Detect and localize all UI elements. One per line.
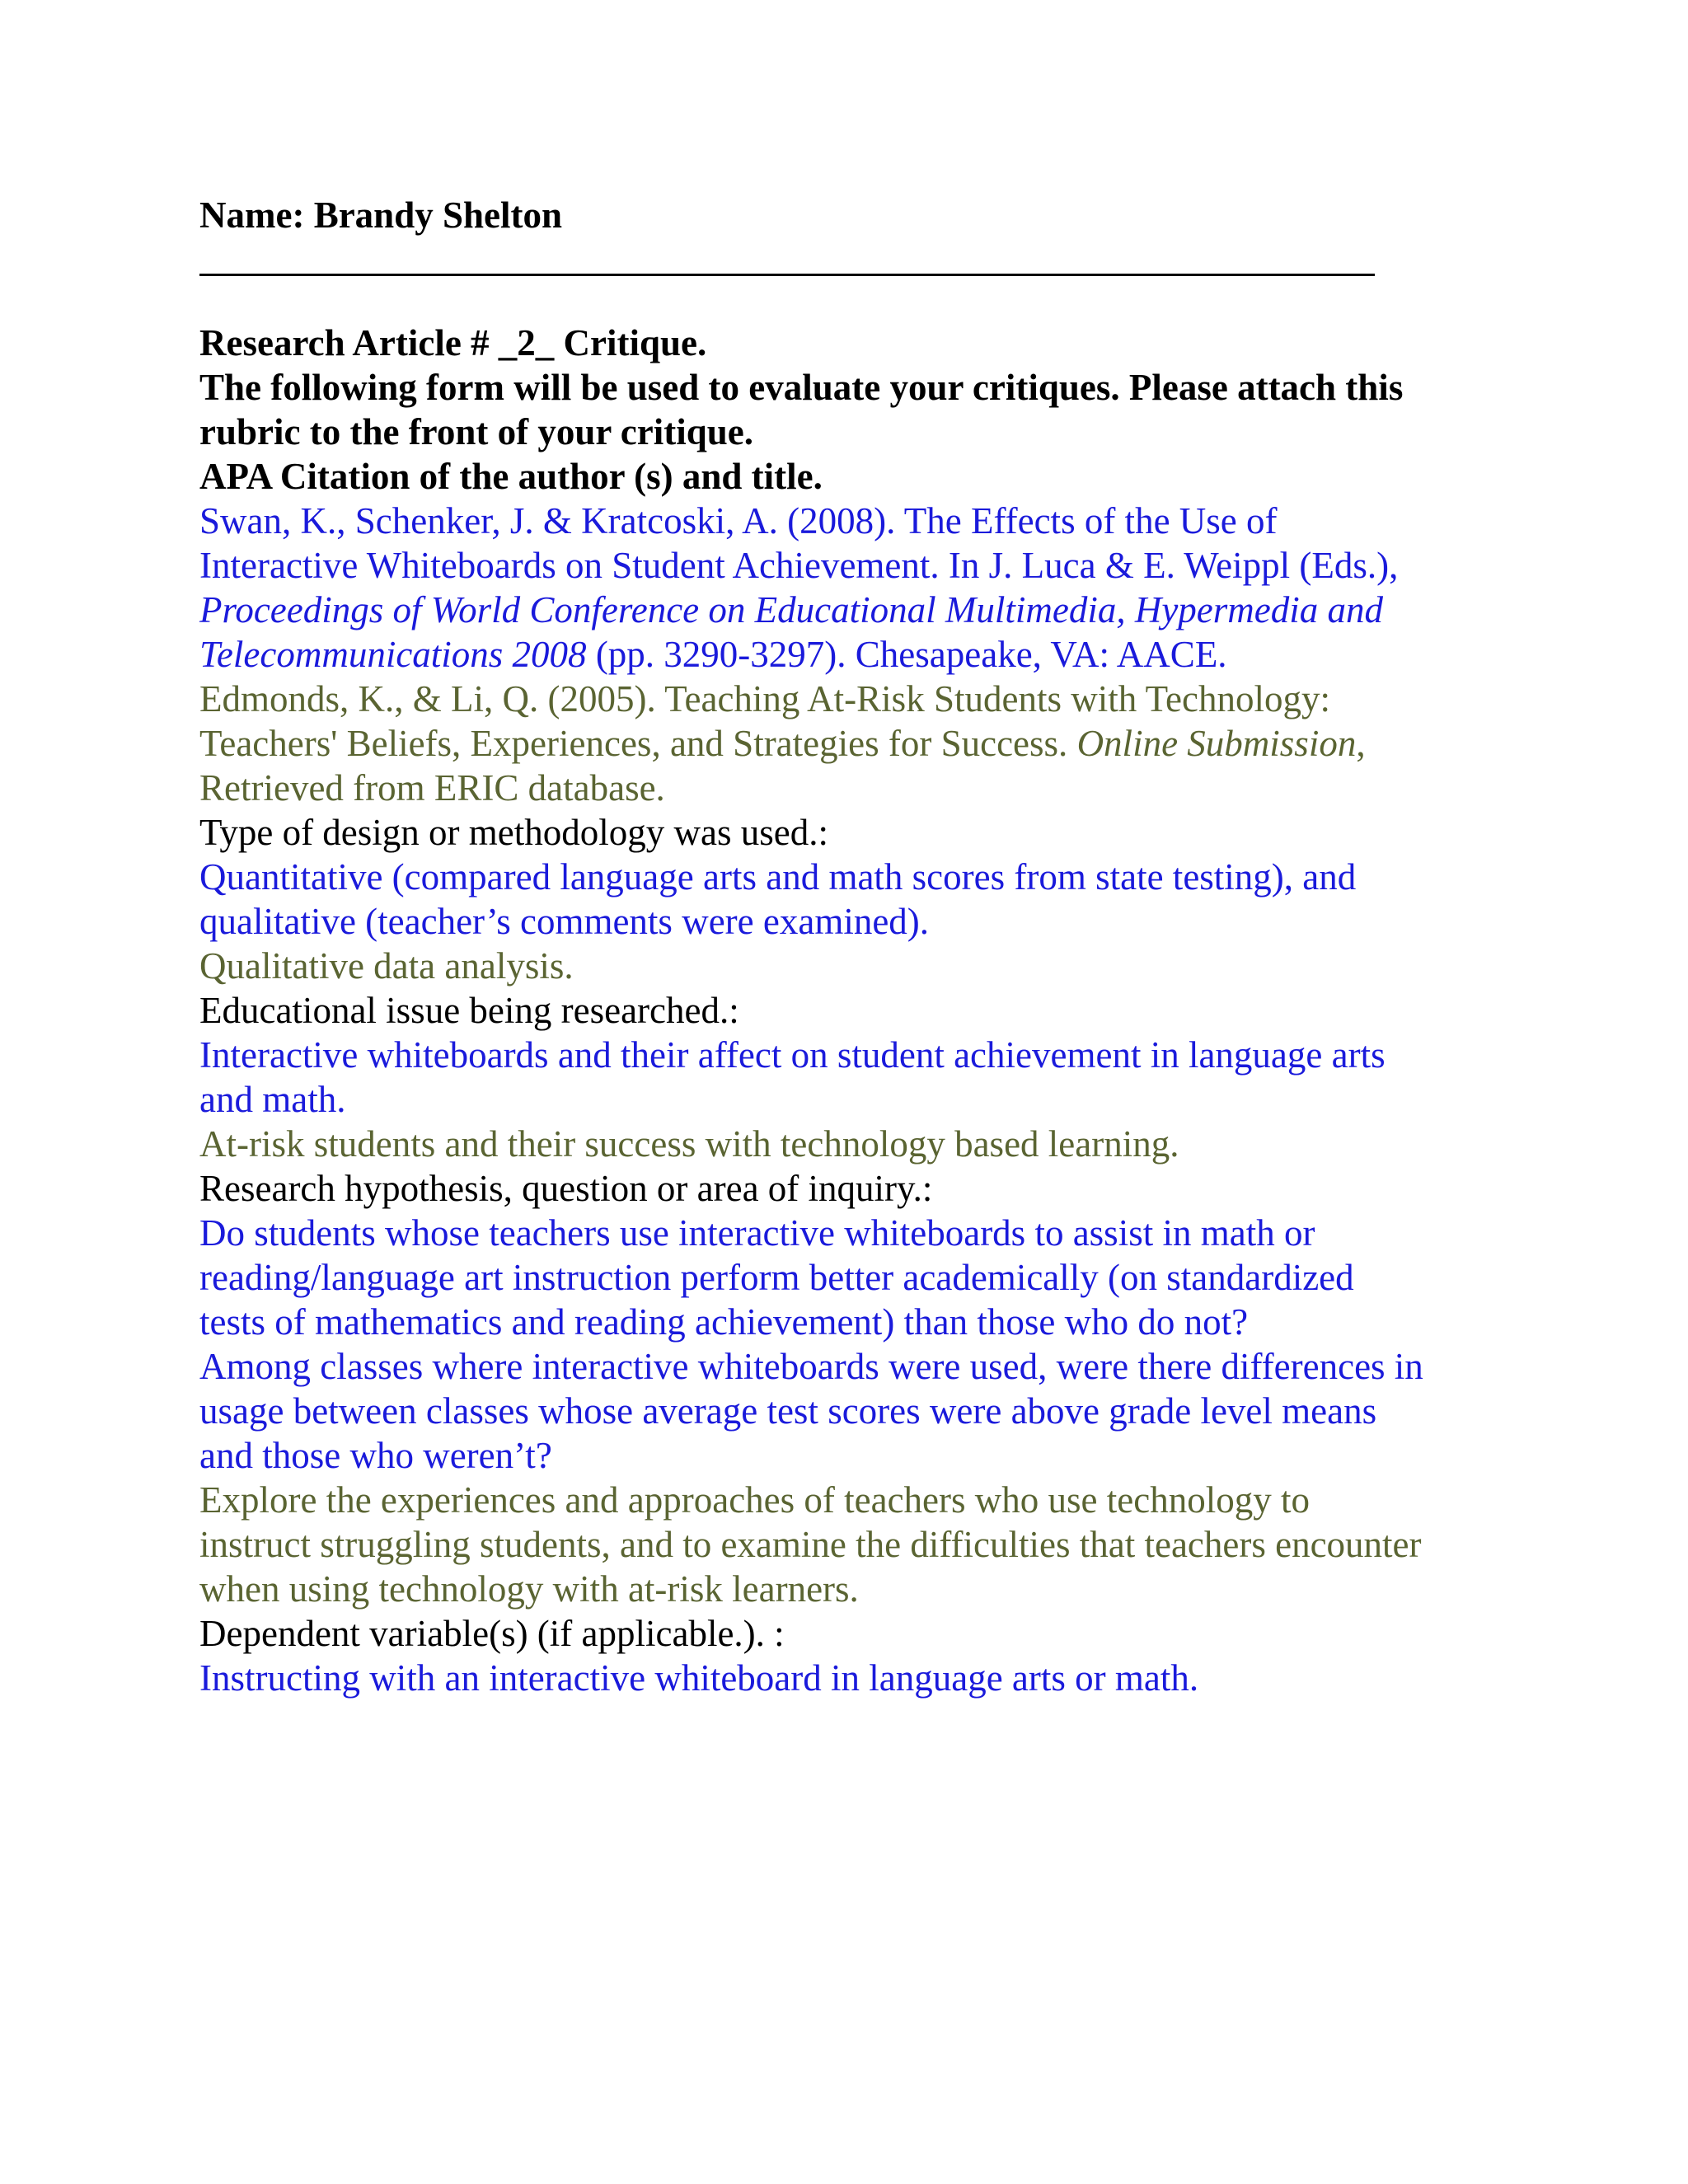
instructions-block — [199, 365, 1502, 454]
dependent-blue-line-1: Instructing with an interactive whiteboard in language arts or math. — [199, 1657, 1199, 1699]
hypothesis-blue-line-3: tests of mathematics and reading achievement) than those who do not? — [199, 1301, 1249, 1343]
hypothesis-section — [199, 1166, 1502, 1611]
name-underline-divider — [199, 274, 1375, 276]
issue-blue-line-2: and math. — [199, 1079, 346, 1120]
design-heading: Type of design or methodology was used.: — [199, 812, 828, 853]
article-title: Research Article # _2_ Critique. — [199, 322, 707, 363]
citation-ref1-pages-publisher: (pp. 3290-3297). Chesapeake, VA: AACE. — [586, 634, 1227, 675]
student-name: Name: Brandy Shelton — [199, 194, 563, 236]
citation-ref1-line-3 — [199, 588, 1502, 632]
hypothesis-blue-line-1: Do students whose teachers use interactive whiteboards to assist in math or — [199, 1212, 1315, 1254]
citation-ref2-title-part: Teachers' Beliefs, Experiences, and Strategies for Success. — [199, 723, 1077, 764]
instructions-line-1: The following form will be used to evaluate your critiques. Please attach this — [199, 367, 1404, 408]
citation-ref2-line-3: Retrieved from ERIC database. — [199, 767, 665, 808]
citation-ref1-line-2: Interactive Whiteboards on Student Achievement. In J. Luca & E. Weippl (Eds.), — [199, 545, 1399, 586]
hypothesis-green-line-2: instruct struggling students, and to examine the difficulties that teachers encounter — [199, 1524, 1422, 1565]
citation-ref1-proceedings-title-end: Telecommunications 2008 — [199, 634, 587, 675]
hypothesis-blue-line-6: and those who weren’t? — [199, 1435, 552, 1476]
hypothesis-green-line-1: Explore the experiences and approaches of teachers who use technology to — [199, 1479, 1310, 1521]
issue-blue-line-1: Interactive whiteboards and their affect on student achievement in language arts — [199, 1034, 1386, 1076]
dependent-heading: Dependent variable(s) (if applicable.). : — [199, 1613, 785, 1654]
design-section — [199, 810, 1502, 988]
citation-ref2-comma: , — [1356, 723, 1366, 764]
document-page — [199, 193, 1502, 1700]
citation-ref2-source: Online Submission — [1076, 723, 1357, 764]
design-green-line-1: Qualitative data analysis. — [199, 945, 574, 987]
instructions-line-2: rubric to the front of your critique. — [199, 411, 753, 452]
design-blue-line-1: Quantitative (compared language arts and math scores from state testing), and — [199, 856, 1357, 898]
citation-ref2-line-1: Edmonds, K., & Li, Q. (2005). Teaching At-Risk Students with Technology: — [199, 678, 1330, 719]
dependent-section — [199, 1611, 1502, 1700]
citation-section — [199, 454, 1502, 810]
hypothesis-green-line-3: when using technology with at-risk learners. — [199, 1568, 859, 1610]
issue-green-line-1: At-risk students and their success with technology based learning. — [199, 1123, 1179, 1165]
hypothesis-blue-line-4: Among classes where interactive whiteboards were used, were there differences in — [199, 1346, 1423, 1387]
hypothesis-heading: Research hypothesis, question or area of inquiry.: — [199, 1168, 933, 1209]
citation-ref1-line-4 — [199, 632, 1502, 677]
issue-heading: Educational issue being researched.: — [199, 990, 739, 1031]
citation-ref1-line-1: Swan, K., Schenker, J. & Kratcoski, A. (2008). The Effects of the Use of — [199, 500, 1278, 541]
hypothesis-blue-line-5: usage between classes whose average test scores were above grade level means — [199, 1390, 1377, 1432]
issue-section — [199, 988, 1502, 1166]
citation-heading: APA Citation of the author (s) and title. — [199, 456, 823, 497]
citation-ref2-line-2 — [199, 721, 1502, 766]
hypothesis-blue-line-2: reading/language art instruction perform better academically (on standardized — [199, 1257, 1354, 1298]
design-blue-line-2: qualitative (teacher’s comments were examined). — [199, 901, 930, 942]
citation-ref1-proceedings-title: Proceedings of World Conference on Educational Multimedia, Hypermedia and — [199, 589, 1384, 630]
